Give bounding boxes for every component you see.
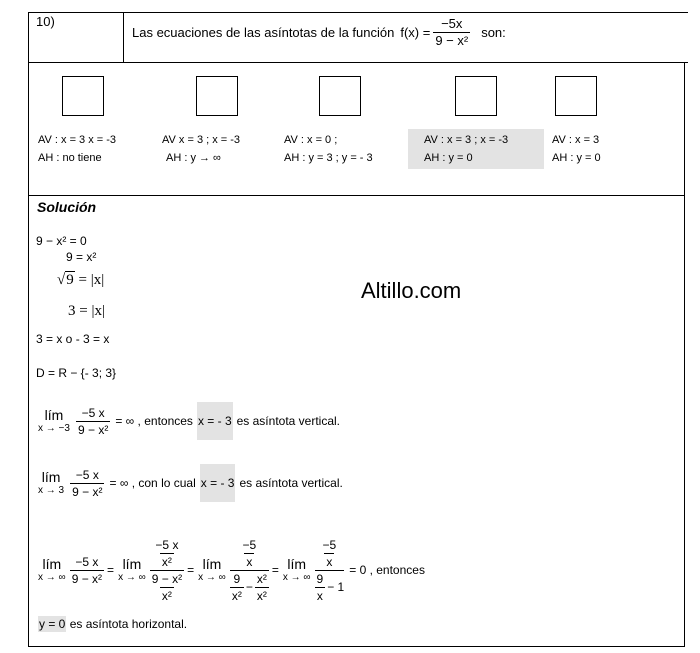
- limit-3d-fraction: [315, 537, 345, 604]
- limit-3b-word: lím: [122, 556, 142, 572]
- option-2-av: AV x = 3 ; x = -3: [162, 134, 241, 146]
- limit-3b-numerator: [153, 537, 180, 570]
- limit-2-den: 9 − x²: [72, 484, 103, 499]
- limit-3a-word: lím: [42, 556, 62, 572]
- limit-3d-d1-top: 9: [316, 571, 324, 586]
- option-3-av: AV : x = 0 ;: [284, 134, 338, 146]
- limit-1-num: −5 x: [81, 405, 105, 420]
- limit-3d-d1: [315, 571, 326, 604]
- limit-3c-denominator: [230, 570, 269, 604]
- option-4-av: AV : x = 3 ; x = -3: [424, 134, 509, 146]
- option-2-checkbox[interactable]: [196, 76, 238, 116]
- limit-3c-num-top: −5: [242, 537, 257, 552]
- limit-3d-num-bot: x: [326, 554, 333, 569]
- limit-1-operator: [38, 407, 70, 435]
- limit-3b-den-frac: [150, 571, 184, 604]
- function-denominator: 9 − x²: [435, 33, 469, 48]
- limit-3b-fraction: [150, 537, 184, 604]
- function-lhs: f(x) =: [400, 25, 431, 40]
- step-6: D = R − {- 3; 3}: [36, 366, 117, 380]
- limit-2-num: −5 x: [75, 467, 99, 482]
- limit-3c-d1-top: 9: [233, 571, 241, 586]
- limit-3d-sub: x → ∞: [282, 572, 311, 583]
- sqrt-radicand: 9: [66, 272, 74, 288]
- limit-3c-fraction: [230, 537, 269, 604]
- header-divider: [28, 62, 688, 63]
- limit-3c-d2: [255, 571, 269, 604]
- limit-2-operator: [38, 469, 64, 497]
- final-highlight: y = 0: [39, 617, 66, 631]
- limit-1-highlight: x = - 3: [197, 402, 233, 440]
- question-number: 10): [36, 14, 55, 29]
- option-5-av: AV : x = 3: [552, 134, 600, 146]
- option-3-checkbox[interactable]: [319, 76, 361, 116]
- limit-3d-operator: [283, 556, 311, 584]
- limit-3c-minus: −: [245, 580, 253, 594]
- limit-3b-num-bot: x²: [161, 554, 172, 569]
- limit-3-row: [38, 530, 425, 610]
- limit-2-highlight: x = - 3: [200, 464, 236, 502]
- solution-divider: [28, 195, 684, 196]
- question-suffix: son:: [481, 25, 506, 40]
- limit-3c-d1: [230, 571, 244, 604]
- limit-1-tail: es asíntota vertical.: [236, 414, 341, 428]
- limit-3b-sub: x → ∞: [118, 572, 146, 583]
- question-text: [132, 16, 506, 49]
- limit-3a-sub: x → ∞: [38, 572, 66, 583]
- option-5-ah: AH : y = 0: [552, 152, 601, 164]
- bottom-border: [28, 646, 684, 647]
- step-3: [57, 272, 104, 289]
- limit-3d-denominator: [315, 570, 345, 604]
- step-5: 3 = x o - 3 = x: [36, 332, 110, 346]
- option-1-checkbox[interactable]: [62, 76, 104, 116]
- limit-3c-numerator: [240, 537, 258, 570]
- limit-3b-den-bot: x²: [161, 588, 172, 603]
- solution-title: Solución: [37, 199, 97, 215]
- option-2-ah: AH : y → ∞: [166, 152, 221, 164]
- option-1-av: AV : x = 3 x = -3: [38, 134, 117, 146]
- limit-3b-num-top: −5 x: [155, 537, 179, 552]
- final-tail: es asíntota horizontal.: [69, 617, 188, 631]
- option-1-label: [38, 131, 116, 167]
- limit-3b-num-frac: [153, 537, 180, 570]
- function-fraction: [433, 16, 470, 49]
- limit-3d-numerator: [321, 537, 339, 570]
- limit-3c-d2-bot: x²: [256, 588, 267, 603]
- option-5-checkbox[interactable]: [555, 76, 597, 116]
- limit-2-eq: = ∞ , con lo cual: [109, 476, 196, 490]
- limit-3c-operator: [198, 556, 226, 584]
- step-3-rhs: = |x|: [78, 272, 105, 288]
- function-numerator: −5x: [441, 16, 463, 31]
- question-statement: Las ecuaciones de las asíntotas de la función: [132, 25, 395, 40]
- limit-2-sub: x → 3: [38, 485, 65, 496]
- limit-3a-den: 9 − x²: [71, 571, 103, 586]
- limit-2-fraction: [70, 467, 104, 500]
- limit-3b-denominator: [150, 570, 184, 604]
- limit-3a-num: −5 x: [75, 554, 99, 569]
- limit-3b-operator: [118, 556, 146, 584]
- limit-3d-num-top: −5: [322, 537, 337, 552]
- limit-3d-num-frac: [321, 537, 339, 570]
- option-3-label: [284, 131, 373, 167]
- option-4-ah: AH : y = 0: [424, 152, 473, 164]
- option-3-ah: AH : y = 3 ; y = - 3: [284, 152, 373, 164]
- limit-1-eq: = ∞ , entonces: [115, 414, 193, 428]
- number-cell-divider: [123, 12, 124, 62]
- option-4-checkbox[interactable]: [455, 76, 497, 116]
- option-2-label: [162, 131, 240, 167]
- limit-3c-num-frac: [240, 537, 258, 570]
- limit-3c-d1-bot: x²: [231, 588, 242, 603]
- step-4: 3 = |x|: [68, 303, 105, 319]
- watermark: Altillo.com: [361, 278, 462, 303]
- limit-1-sub: x → −3: [38, 423, 70, 434]
- limit-2-word: lím: [41, 469, 61, 485]
- final-conclusion: [38, 617, 187, 631]
- limit-3b-den-top: 9 − x²: [151, 571, 183, 586]
- limit-3c-num-bot: x: [246, 554, 253, 569]
- limit-3-eq-2: =: [187, 563, 195, 577]
- limit-1-fraction: [76, 405, 110, 438]
- limit-3-eq-3: =: [271, 563, 279, 577]
- limit-3a-fraction: [70, 554, 104, 587]
- limit-1-den: 9 − x²: [77, 422, 109, 437]
- limit-1-row: [38, 400, 340, 442]
- limit-3-eq-1: =: [107, 563, 115, 577]
- limit-3d-word: lím: [287, 556, 307, 572]
- limit-3c-word: lím: [202, 556, 222, 572]
- top-border: [28, 12, 688, 13]
- limit-2-row: [38, 462, 343, 504]
- limit-1-word: lím: [44, 407, 64, 423]
- step-2: 9 = x²: [66, 250, 97, 264]
- limit-3a-operator: [38, 556, 66, 584]
- limit-3-result: = 0 , entonces: [349, 563, 425, 577]
- option-5-label: [552, 131, 601, 167]
- limit-3c-sub: x → ∞: [198, 572, 226, 583]
- step-1: 9 − x² = 0: [36, 234, 87, 248]
- right-border: [684, 62, 685, 647]
- limit-3c-d2-top: x²: [256, 571, 267, 586]
- limit-3d-d1-bot: x: [316, 588, 323, 603]
- left-border: [28, 12, 29, 647]
- option-1-ah: AH : no tiene: [38, 152, 102, 164]
- limit-3d-den-tail: − 1: [327, 580, 345, 594]
- sqrt-sign: √: [57, 272, 66, 288]
- option-4-label: [408, 129, 544, 169]
- limit-2-tail: es asíntota vertical.: [239, 476, 343, 490]
